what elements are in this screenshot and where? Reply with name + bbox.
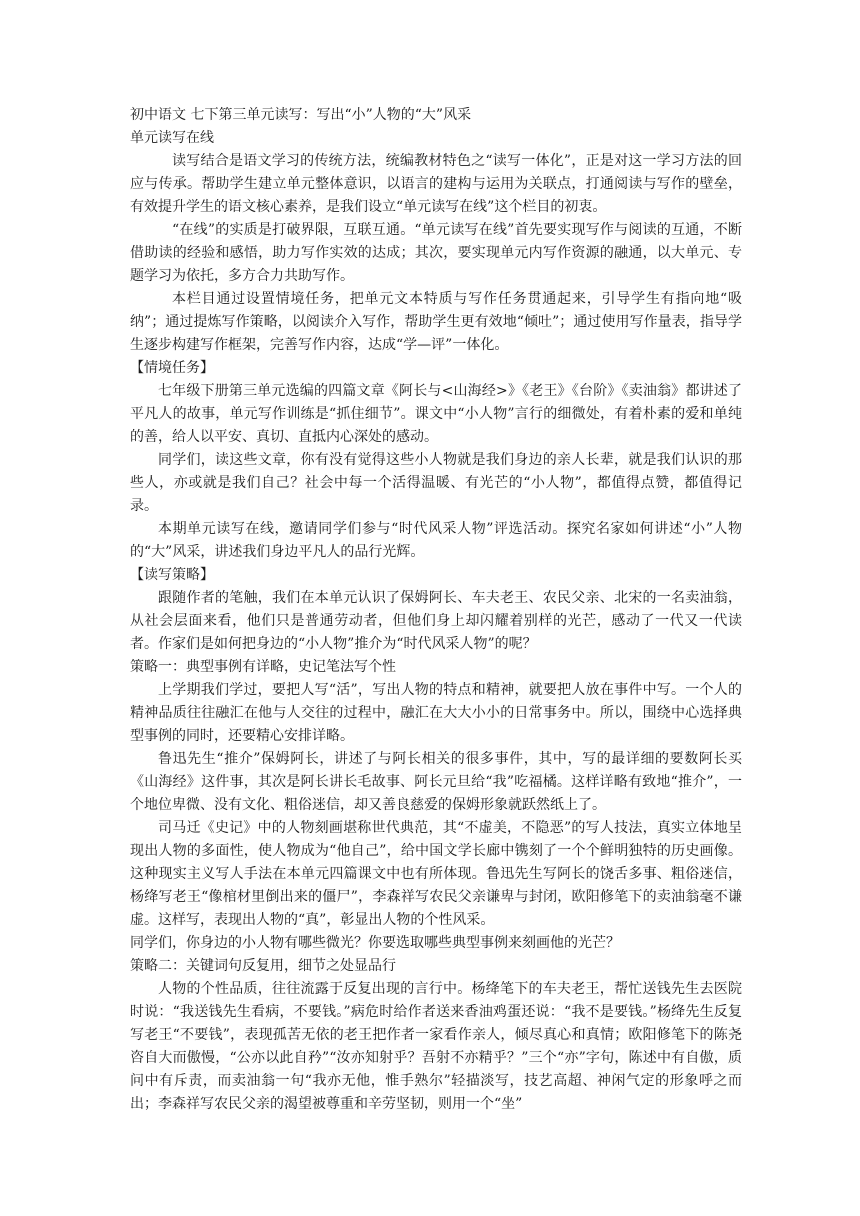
- intro-paragraph-2: “在线”的实质是打破界限，互联互通。“单元读写在线”首先要实现写作与阅读的互通，不断借助读的经验和感悟，助力写作实效的达成；其次，要实现单元内写作资源的融通，以大单元、专题学习为依托，多方合力共助写作。: [130, 222, 742, 284]
- document-title: 初中语文 七下第三单元读写：写出“小”人物的“大”风采: [130, 107, 472, 123]
- task-heading: 【情境任务】: [130, 360, 214, 376]
- strategy-1-title: 策略一：典型事例有详略，史记笔法写个性: [130, 659, 396, 675]
- strategy-intro-paragraph: 跟随作者的笔触，我们在本单元认识了保姆阿长、车夫老王、农民父亲、北宋的一名卖油翁，从社会层面来看，他们只是普通劳动者，但他们身上却闪耀着别样的光芒，感动了一代又一代读者。作家们是如何把身边的“小人物”推介为“时代风采人物”的呢？: [130, 590, 742, 652]
- strategy-heading: 【读写策略】: [130, 567, 214, 583]
- task-paragraph-2: 同学们，读这些文章，你有没有觉得这些小人物就是我们身边的亲人长辈，就是我们认识的那些人，亦或就是我们自己？社会中每一个活得温暖、有光芒的“小人物”，都值得点赞，都值得记录。: [130, 452, 742, 514]
- strategy-1-paragraph-1: 上学期我们学过，要把人写“活”，写出人物的特点和精神，就要把人放在事件中写。一个人的精神品质往往融汇在他与人交往的过程中，融汇在大大小小的日常事务中。所以，围绕中心选择典型事例的同时，还要精心安排详略。: [130, 682, 742, 744]
- strategy-1-paragraph-2: 鲁迅先生“推介”保姆阿长，讲述了与阿长相关的很多事件，其中，写的最详细的要数阿长买《山海经》这件事，其次是阿长讲长毛故事、阿长元旦给“我”吃福橘。这样详略有致地“推介”，一个地位卑微、没有文化、粗俗迷信，却又善良慈爱的保姆形象就跃然纸上了。: [130, 751, 742, 813]
- task-paragraph-1: 七年级下册第三单元选编的四篇文章《阿长与<山海经>》《老王》《台阶》《卖油翁》都讲述了平凡人的故事，单元写作训练是“抓住细节”。课文中“小人物”言行的细微处，有着朴素的爱和单纯的善，给人以平安、真切、直抵内心深处的感动。: [130, 383, 742, 445]
- document-page: [130, 104, 742, 1116]
- task-paragraph-3: 本期单元读写在线，邀请同学们参与“时代风采人物”评选活动。探究名家如何讲述“小”人物的“大”风采，讲述我们身边平凡人的品行光辉。: [130, 521, 742, 560]
- intro-paragraph-1: 读写结合是语文学习的传统方法，统编教材特色之“读写一体化”，正是对这一学习方法的回应与传承。帮助学生建立单元整体意识，以语言的建构与运用为关联点，打通阅读与写作的壁垒，有效提升学生的语文核心素养，是我们设立“单元读写在线”这个栏目的初衷。: [130, 153, 742, 215]
- intro-paragraph-3: 本栏目通过设置情境任务，把单元文本特质与写作任务贯通起来，引导学生有指向地“吸纳”；通过提炼写作策略，以阅读介入写作，帮助学生更有效地“倾吐”；通过使用写作量表，指导学生逐步构建写作框架，完善写作内容，达成“学—评”一体化。: [130, 291, 742, 353]
- section-title: 单元读写在线: [130, 130, 214, 146]
- strategy-1-question: 同学们，你身边的小人物有哪些微光？你要选取哪些典型事例来刻画他的光芒？: [130, 935, 620, 951]
- strategy-1-paragraph-3: 司马迁《史记》中的人物刻画堪称世代典范，其“不虚美，不隐恶”的写人技法，真实立体地呈现出人物的多面性，使人物成为“他自己”，给中国文学长廊中镌刻了一个个鲜明独特的历史画像。这种现实主义写人手法在本单元四篇课文中也有所体现。鲁迅先生写阿长的饶舌多事、粗俗迷信，杨绛写老王“像棺材里倒出来的僵尸”，李森祥写农民父亲谦卑与封闭，欧阳修笔下的卖油翁毫不谦虚。这样写，表现出人物的“真”，彰显出人物的个性风采。: [130, 820, 742, 928]
- strategy-2-paragraph: 人物的个性品质，往往流露于反复出现的言行中。杨绛笔下的车夫老王，帮忙送钱先生去医院时说：“我送钱先生看病，不要钱。”病危时给作者送来香油鸡蛋还说：“我不是要钱。”杨绛先生反复写老王“不要钱”，表现孤苦无依的老王把作者一家看作亲人，倾尽真心和真情；欧阳修笔下的陈尧咨自大而傲慢，“公亦以此自矜”“汝亦知射乎？吾射不亦精乎？”三个“亦”字句，陈述中有自傲，质问中有斥责，而卖油翁一句“我亦无他，惟手熟尔”轻描淡写，技艺高超、神闲气定的形象呼之而出；李森祥写农民父亲的渴望被尊重和辛劳坚韧，则用一个“坐”: [130, 981, 742, 1112]
- strategy-2-title: 策略二：关键词句反复用，细节之处显品行: [130, 958, 396, 974]
